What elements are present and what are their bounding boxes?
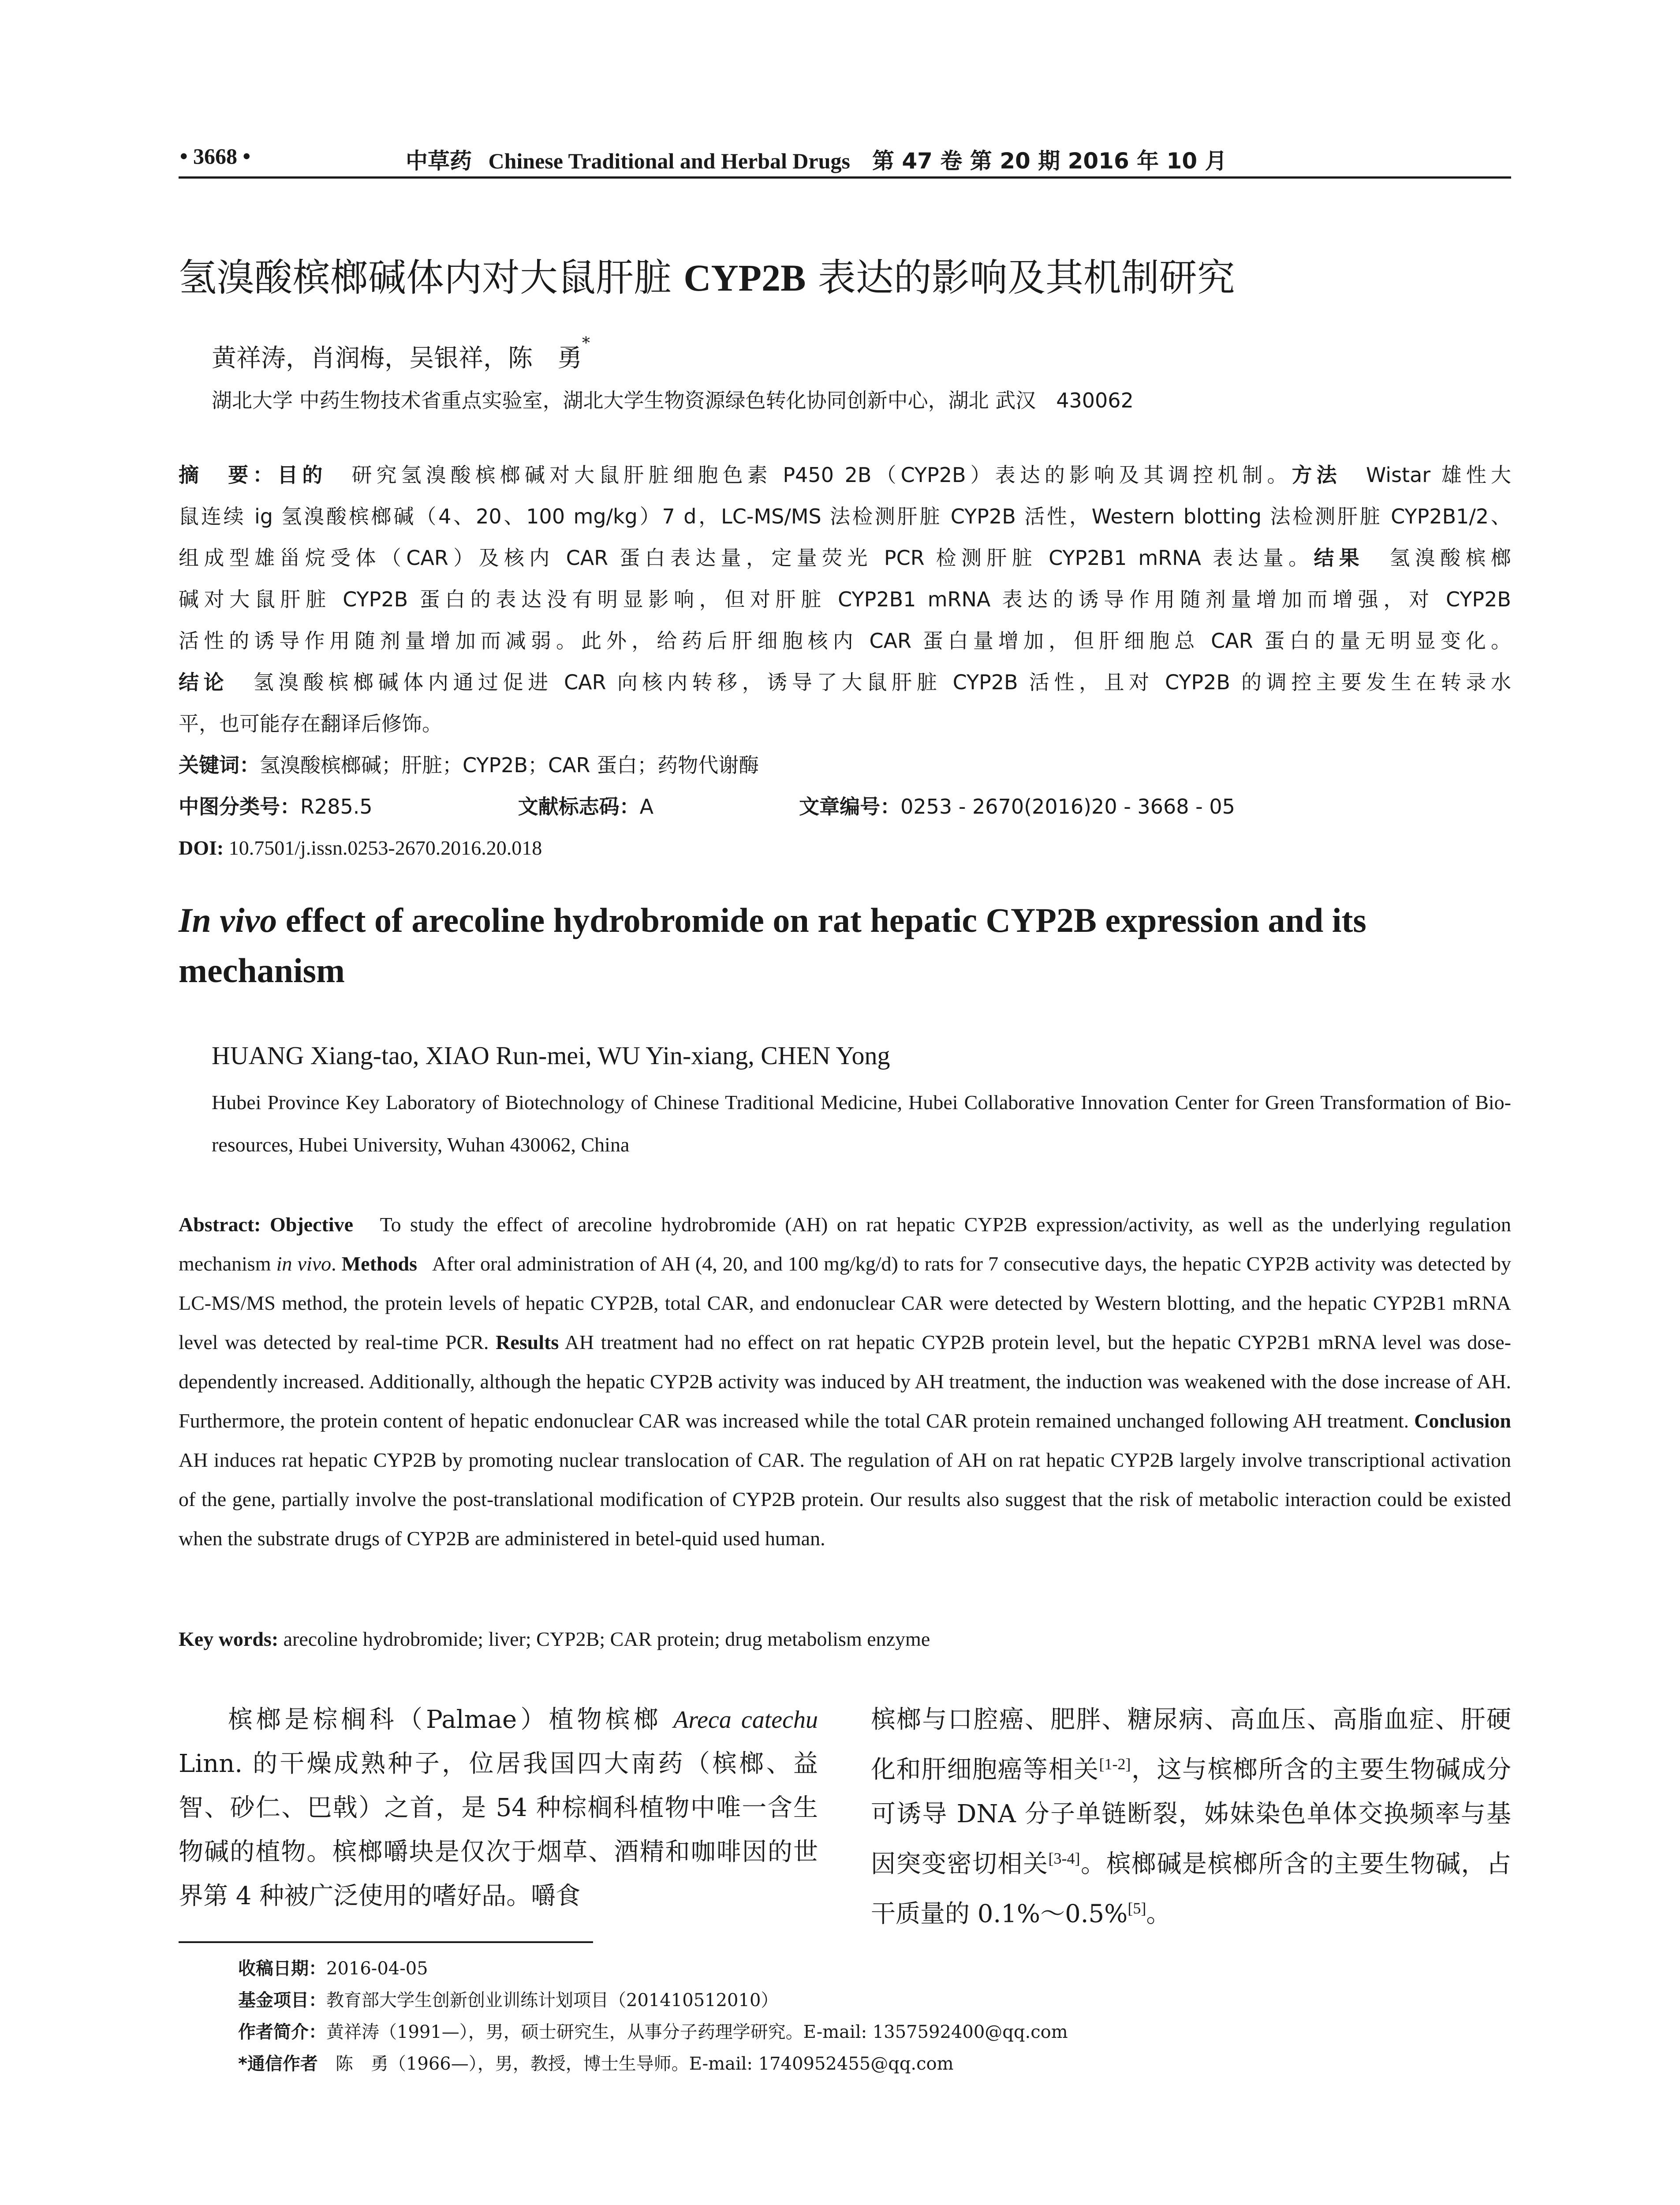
en-methods-label: Methods (341, 1252, 417, 1275)
corresponding-mark: * (582, 334, 590, 352)
body-column-right (871, 1698, 1511, 1936)
body-column-left (179, 1698, 818, 1918)
cn-title-bold: CYP2B (683, 257, 806, 299)
cn-abstract-line (179, 579, 1511, 620)
cn-author-list: 黄祥涛，肖润梅，吴银祥，陈 勇 (212, 344, 582, 373)
journal-name-cn: 中草药 (406, 148, 472, 174)
footnote-text: 2016-04-05 (326, 1958, 428, 1979)
article-no-value: 0253 - 2670(2016)20 - 3668 - 05 (900, 795, 1235, 818)
en-keywords (179, 1627, 930, 1651)
cn-title-part: 氢溴酸槟榔碱体内对大鼠肝脏 (179, 256, 684, 300)
en-authors: HUANG Xiang-tao, XIAO Run-mei, WU Yin-xiang, CHEN Yong (212, 1041, 890, 1070)
footnote-text: 黄祥涛（1991—），男，硕士研究生，从事分子药理学研究。E-mail: 1357592400@qq.com (326, 2022, 1068, 2042)
journal-header (406, 143, 1227, 175)
en-title (179, 895, 1515, 996)
body-text: ，这与槟榔所含的主要生物碱成分可诱导 DNA 分子单链断裂，姊妹染色单体交换频率与基因突变密切相关 (871, 1755, 1512, 1879)
cn-title-part: 表达的影响及其机制研究 (806, 256, 1235, 300)
body-text: 槟榔是棕榈科（Palmae）植物槟榔 (228, 1705, 674, 1734)
en-keywords-label: Key words: (179, 1628, 284, 1650)
citation-ref: [1-2] (1099, 1755, 1131, 1773)
cn-abstract-text: 鼠连续 ig 氢溴酸槟榔碱（4、20、100 mg/kg）7 d，LC-MS/MS 法检测肝脏 CYP2B 活性，Western blotting 法检测肝脏 CYP2B1/2、 (179, 505, 1511, 528)
citation-ref: [5] (1127, 1899, 1146, 1917)
cn-abstract-text: 研究氢溴酸槟榔碱对大鼠肝脏细胞色素 P450 2B（CYP2B）表达的影响及其调控机制。 (327, 463, 1292, 487)
en-keywords-text: arecoline hydrobromide; liver; CYP2B; CAR protein; drug metabolism enzyme (283, 1628, 930, 1650)
citation-ref: [3-4] (1048, 1849, 1080, 1867)
doi-label: DOI: (179, 837, 229, 859)
cn-abstract-text: 氢溴酸槟榔碱体内通过促进 CAR 向核内转移，诱导了大鼠肝脏 CYP2B 活性，且对 CYP2B 的调控主要发生在转录水 (228, 670, 1512, 694)
footnote-text: 教育部大学生创新创业训练计划项目（201410512010） (326, 1990, 779, 2011)
header-rule (179, 176, 1511, 179)
clc-value: R285.5 (300, 795, 373, 818)
body-text: 。槟榔碱是槟榔所含的主要生物碱，占干质量的 0.1%～0.5% (871, 1850, 1512, 1928)
cn-abstract-text: Wistar 雄性大 (1341, 463, 1512, 487)
footnote-corresponding (238, 2050, 954, 2075)
cn-title (179, 247, 1235, 302)
footnote-label: 基金项目： (238, 1990, 326, 2011)
cn-abstract-label: 摘 要： (179, 463, 278, 487)
cn-abstract-text: 组成型雄甾烷受体（CAR）及核内 CAR 蛋白表达量，定量荧光 PCR 检测肝脏 CYP2B1 mRNA 表达量。 (179, 546, 1314, 570)
cn-keywords-label: 关键词： (179, 753, 260, 777)
page-number: • 3668 • (180, 144, 251, 168)
cn-abstract-line (179, 537, 1511, 579)
species-name: Areca catechu (673, 1706, 818, 1734)
footnote-rule (179, 1941, 593, 1943)
doi-value: 10.7501/j.issn.0253-2670.2016.20.018 (228, 837, 542, 859)
en-title-italic: In vivo (179, 901, 277, 939)
footnote-text: 陈 勇（1966—），男，教授，博士生导师。E-mail: 1740952455@qq.com (317, 2054, 954, 2074)
en-abstract-label: Abstract: (179, 1213, 270, 1236)
en-objective-text: To study the effect of arecoline hydrobromide (AH) on rat hepatic CYP2B expression/activity, as well as the underlying regulation mechanism (179, 1213, 1516, 1275)
doi-line (179, 827, 1511, 869)
cn-affiliation: 湖北大学 中药生物技术省重点实验室，湖北大学生物资源绿色转化协同创新中心，湖北 武汉 430062 (212, 389, 1134, 412)
body-text: Linn. 的干燥成熟种子，位居我国四大南药（槟榔、益智、砂仁、巴戟）之首，是 54 种棕榈科植物中唯一含生物碱的植物。槟榔嚼块是仅次于烟草、酒精和咖啡因的世界第 4 种被广泛使用的嗜好品。嚼食 (179, 1749, 818, 1910)
cn-keywords-text: 氢溴酸槟榔碱；肝脏；CYP2B；CAR 蛋白；药物代谢酶 (260, 753, 759, 777)
cn-methods-label: 方法 (1292, 463, 1341, 487)
en-objective-italic: in vivo (276, 1252, 332, 1275)
cn-abstract-text: 活性的诱导作用随剂量增加而减弱。此外，给药后肝细胞核内 CAR 蛋白量增加，但肝细胞总 CAR 蛋白的量无明显变化。 (179, 629, 1511, 653)
doc-code-value: A (639, 795, 654, 818)
footnote-author (238, 2018, 1068, 2043)
footnote-funding (238, 1986, 778, 2011)
en-methods-text: After oral administration of AH (4, 20, and 100 mg/kg/d) to rats for 7 consecutive days, the hepatic CYP2B activity was detected by LC-MS/MS method, the protein levels of hepatic CYP2B, total CAR, and endonuclear CAR were detected by Western blotting, and the hepatic CYP2B1 mRNA level was detected by real-time PCR. (179, 1252, 1516, 1353)
cn-classification (179, 786, 1511, 827)
journal-name-en: Chinese Traditional and Herbal Drugs (488, 149, 850, 173)
en-objective-end: . (331, 1252, 342, 1275)
cn-abstract-line (179, 454, 1511, 496)
cn-objective-label: 目的 (277, 463, 327, 487)
cn-results-label: 结果 (1314, 546, 1365, 570)
cn-abstract-line (179, 662, 1511, 703)
cn-keywords (179, 744, 1511, 786)
footnote-label: 收稿日期： (238, 1958, 326, 1979)
cn-authors (212, 334, 590, 374)
body-text: 。 (1146, 1899, 1171, 1928)
article-no-label: 文章编号： (799, 795, 901, 818)
cn-conclusion-label: 结论 (179, 670, 229, 694)
footnote-label: *通信作者 (238, 2054, 318, 2074)
en-objective-label: Objective (270, 1213, 354, 1236)
en-title-rest: effect of arecoline hydrobromide on rat hepatic CYP2B expression and its mechanism (179, 901, 1366, 990)
footnote-label: 作者简介： (238, 2022, 326, 2042)
clc-label: 中图分类号： (179, 795, 300, 818)
en-affiliation: Hubei Province Key Laboratory of Biotechnology of Chinese Traditional Medicine, Hubei Collaborative Innovation Center for Green Transformation of Bio-resources, Hubei University, Wuhan 430062, China (212, 1091, 1511, 1156)
body-text: 槟榔与口腔癌、肥胖、糖尿病、高血压、高脂血症、肝硬化和肝细胞癌等相关 (871, 1705, 1511, 1784)
footnote-received (238, 1955, 428, 1980)
cn-abstract-line (179, 620, 1511, 662)
en-results-label: Results (496, 1331, 559, 1353)
cn-abstract-line (179, 496, 1511, 537)
doc-code-label: 文献标志码： (518, 795, 640, 818)
cn-abstract-text: 碱对大鼠肝脏 CYP2B 蛋白的表达没有明显影响，但对肝脏 CYP2B1 mRNA 表达的诱导作用随剂量增加而增强，对 CYP2B (179, 587, 1511, 611)
en-conclusion-text: AH induces rat hepatic CYP2B by promoting nuclear translocation of CAR. The regulation of AH on rat hepatic CYP2B largely involve transcriptional activation of the gene, partially involve the post-translational modification of CYP2B protein. Our results also suggest that the risk of metabolic interaction could be existed when the substrate drugs of CYP2B are administered in betel-quid used human. (179, 1409, 1527, 1550)
en-results-text: AH treatment had no effect on rat hepatic CYP2B protein level, but the hepatic CYP2B1 mRNA level was dose-dependently increased. Additionally, although the hepatic CYP2B activity was induced by AH treatment, the induction was weakened with the dose increase of AH. Furthermore, the protein content of hepatic endonuclear CAR was increased while the total CAR protein remained unchanged following AH treatment. (179, 1331, 1511, 1432)
en-conclusion-label: Conclusion (1414, 1409, 1511, 1432)
cn-abstract-line (179, 703, 1511, 744)
journal-issue: 第 47 卷 第 20 期 2016 年 10 月 (872, 148, 1227, 174)
en-abstract (179, 1205, 1527, 1558)
cn-abstract-text: 氢溴酸槟榔 (1364, 546, 1512, 570)
cn-abstract-text: 平，也可能存在翻译后修饰。 (179, 712, 442, 736)
